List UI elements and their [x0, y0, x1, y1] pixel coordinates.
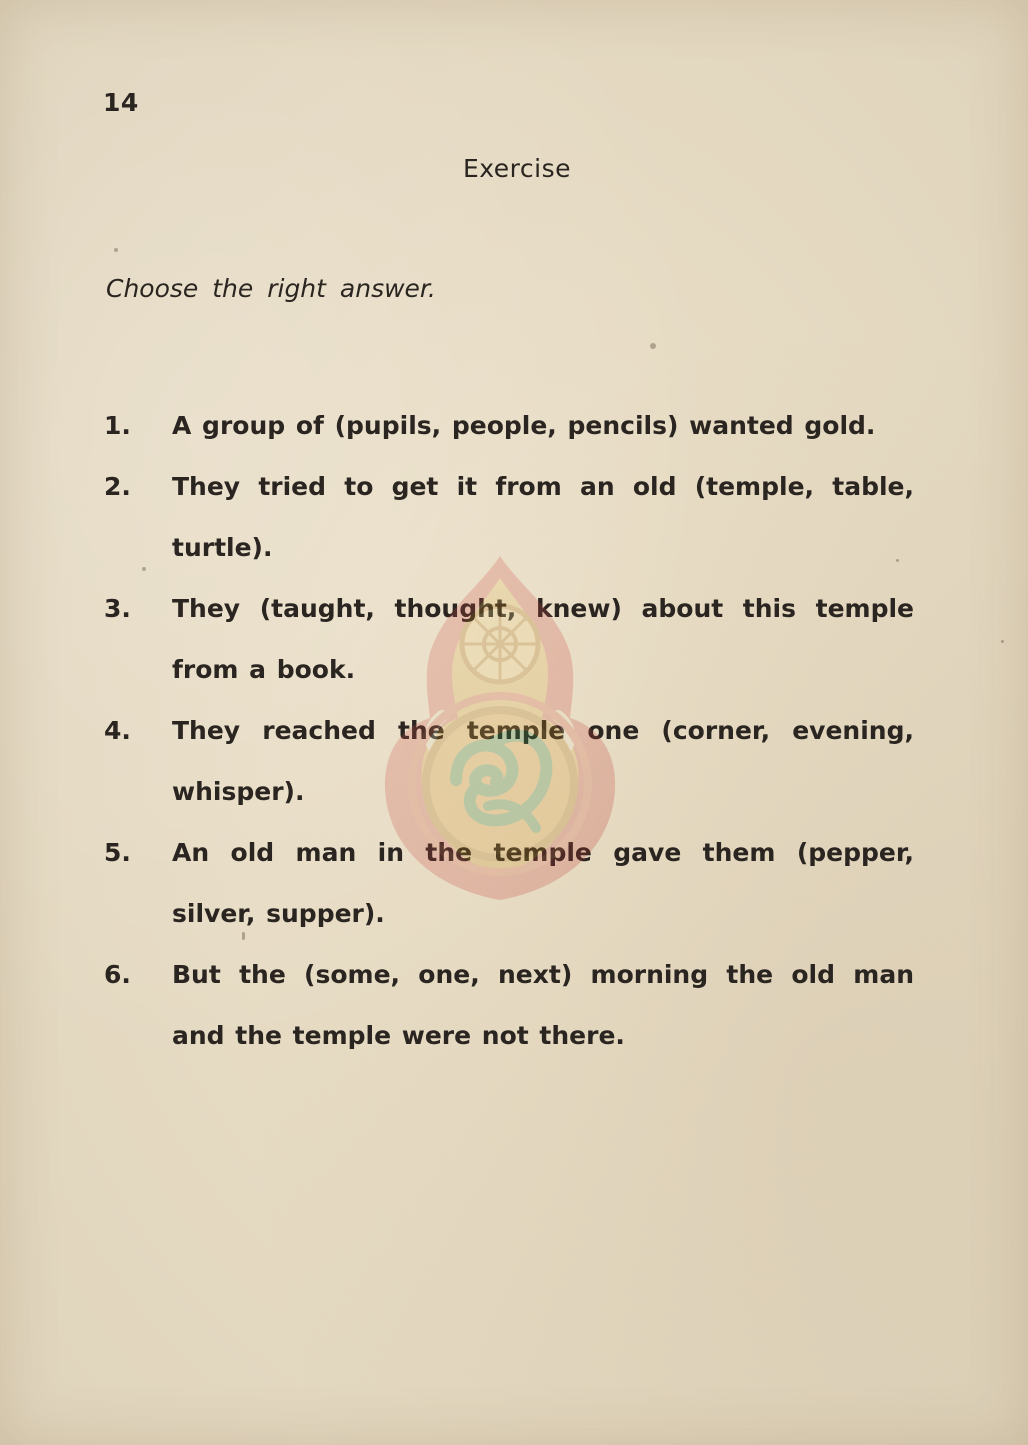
exercise-number: 6.	[104, 960, 131, 989]
exercise-text: They tried to get it from an old (temple, table, turtle).	[172, 472, 914, 562]
exercise-item-2	[104, 456, 914, 578]
exercise-text: An old man in the temple gave them (pepper, silver, supper).	[172, 838, 914, 928]
exercise-text: But the (some, one, next) morning the old man and the temple were not there.	[172, 960, 914, 1050]
exercise-item-6	[104, 944, 914, 1066]
exercise-number: 2.	[104, 472, 131, 501]
exercise-number: 4.	[104, 716, 131, 745]
paper-speck	[650, 343, 656, 349]
page-number: 14	[103, 88, 139, 117]
page-title: Exercise	[462, 154, 572, 183]
instruction-text: Choose the right answer.	[106, 274, 436, 303]
paper-speck	[114, 248, 118, 252]
exercise-list	[104, 395, 914, 1066]
exercise-text: A group of (pupils, people, pencils) wanted gold.	[172, 411, 876, 440]
paper-speck	[1001, 640, 1004, 643]
exercise-number: 1.	[104, 411, 131, 440]
exercise-number: 5.	[104, 838, 131, 867]
paper-speck	[242, 932, 245, 940]
exercise-text: They reached the temple one (corner, evening, whisper).	[172, 716, 914, 806]
exercise-item-5	[104, 822, 914, 944]
exercise-text: They (taught, thought, knew) about this temple from a book.	[172, 594, 914, 684]
exercise-number: 3.	[104, 594, 131, 623]
paper-speck	[142, 567, 146, 571]
exercise-item-4	[104, 700, 914, 822]
paper-speck	[896, 559, 899, 562]
exercise-item-1	[104, 395, 914, 456]
exercise-item-3	[104, 578, 914, 700]
